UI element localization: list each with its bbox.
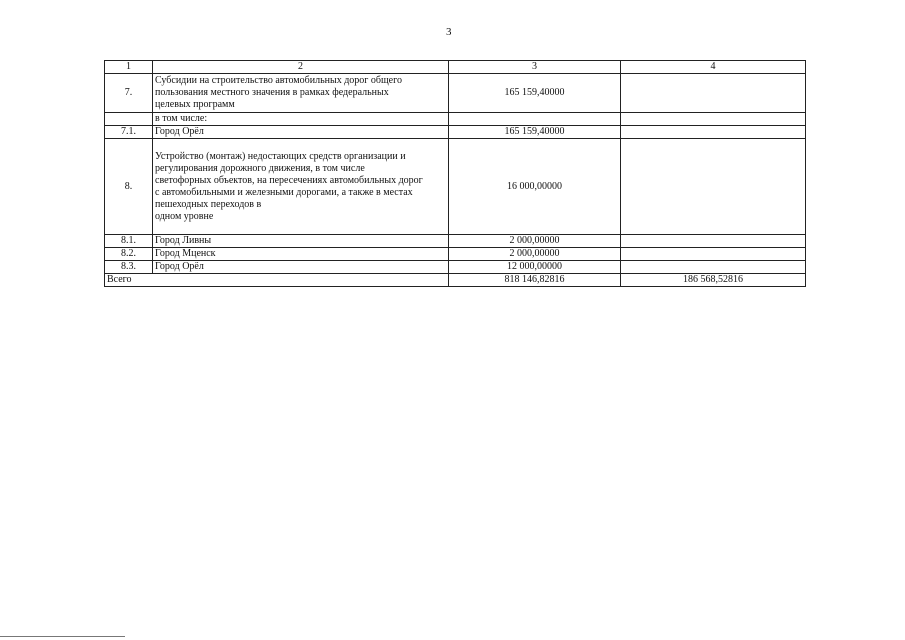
row-value-col3: 16 000,00000 xyxy=(449,139,621,235)
row-value-col4 xyxy=(621,261,806,274)
row-number: 7.1. xyxy=(105,126,153,139)
row-value-col4 xyxy=(621,235,806,248)
row-number: 7. xyxy=(105,74,153,113)
page-number: 3 xyxy=(446,26,452,38)
row-value-col4 xyxy=(621,139,806,235)
row-name: Город Мценск xyxy=(153,248,449,261)
row-number: 8. xyxy=(105,139,153,235)
row-name: Город Ливны xyxy=(153,235,449,248)
header-cell-2: 2 xyxy=(153,61,449,74)
table-row xyxy=(105,126,806,139)
row-name: Город Орёл xyxy=(153,261,449,274)
table-row xyxy=(105,113,806,126)
table-row xyxy=(105,248,806,261)
budget-table xyxy=(104,60,806,287)
row-name: в том числе: xyxy=(153,113,449,126)
row-value-col4 xyxy=(621,126,806,139)
total-label: Всего xyxy=(105,274,449,287)
row-value-col3 xyxy=(449,113,621,126)
header-cell-1: 1 xyxy=(105,61,153,74)
table-row xyxy=(105,139,806,235)
row-name: Город Орёл xyxy=(153,126,449,139)
table-total-row xyxy=(105,274,806,287)
row-value-col4 xyxy=(621,74,806,113)
row-number: 8.3. xyxy=(105,261,153,274)
total-value-col4: 186 568,52816 xyxy=(621,274,806,287)
table-header-row xyxy=(105,61,806,74)
row-number: 8.2. xyxy=(105,248,153,261)
table-row xyxy=(105,74,806,113)
scan-edge-line xyxy=(0,636,125,637)
row-value-col3: 165 159,40000 xyxy=(449,126,621,139)
table-row xyxy=(105,235,806,248)
row-name: Субсидии на строительство автомобильных дорог общего пользования местного значения в рамках федеральных целевых программ xyxy=(153,74,449,113)
row-name: Устройство (монтаж) недостающих средств организации и регулирования дорожного движения, в том числе светофорных объектов, на пересечениях автомобильных дорог с автомобильными и железными дорогами, а также в местах пешеходных переходов в одном уровне xyxy=(153,139,449,235)
row-value-col3: 12 000,00000 xyxy=(449,261,621,274)
table-row xyxy=(105,261,806,274)
row-value-col4 xyxy=(621,113,806,126)
row-value-col4 xyxy=(621,248,806,261)
header-cell-3: 3 xyxy=(449,61,621,74)
header-cell-4: 4 xyxy=(621,61,806,74)
row-value-col3: 165 159,40000 xyxy=(449,74,621,113)
row-value-col3: 2 000,00000 xyxy=(449,248,621,261)
row-number xyxy=(105,113,153,126)
row-value-col3: 2 000,00000 xyxy=(449,235,621,248)
total-value-col3: 818 146,82816 xyxy=(449,274,621,287)
row-number: 8.1. xyxy=(105,235,153,248)
